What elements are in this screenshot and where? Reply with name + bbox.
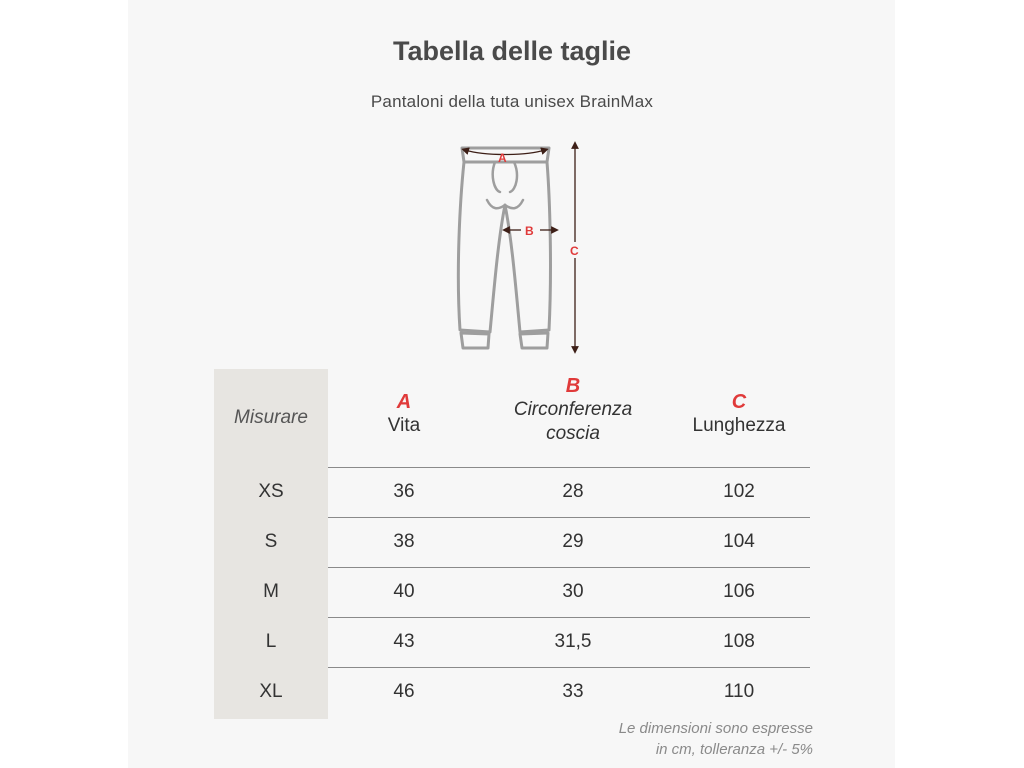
product-subtitle: Pantaloni della tuta unisex BrainMax <box>370 92 654 111</box>
size-cell: XS <box>258 481 284 502</box>
length-cell: 104 <box>723 531 755 552</box>
length-cell: 108 <box>723 631 755 652</box>
header-b-label-line1: Circonferenza <box>513 399 633 420</box>
label-b: B <box>525 224 534 238</box>
header-b-label-line2: coscia <box>546 423 600 444</box>
thigh-cell: 31,5 <box>554 631 592 652</box>
table-row <box>214 617 810 667</box>
header-measure: Misurare <box>234 407 308 428</box>
label-c: C <box>570 244 579 258</box>
header-length <box>674 369 804 467</box>
thigh-cell: 30 <box>562 581 584 602</box>
waist-cell: 43 <box>393 631 415 652</box>
length-cell: 102 <box>723 481 755 502</box>
waist-cell: 40 <box>393 581 415 602</box>
note-line-1: Le dimensioni sono espresse <box>618 720 813 737</box>
header-b-letter: B <box>565 375 581 397</box>
waist-cell: 46 <box>393 681 415 702</box>
table-row <box>214 567 810 617</box>
table-row <box>214 517 810 567</box>
waist-cell: 36 <box>393 481 415 502</box>
note-line-2: in cm, tolleranza +/- 5% <box>655 741 813 758</box>
header-a-letter: A <box>396 391 412 413</box>
page-title: Tabella delle taglie <box>392 36 632 66</box>
size-cell: L <box>265 631 277 652</box>
size-cell: XL <box>259 681 283 702</box>
length-measure-arrow <box>567 145 583 350</box>
table-row <box>214 467 810 517</box>
thigh-cell: 28 <box>562 481 584 502</box>
sweatpants-icon <box>458 148 550 348</box>
thigh-cell: 29 <box>562 531 584 552</box>
label-a: A <box>498 151 507 165</box>
table-row <box>214 667 810 717</box>
tolerance-note <box>619 718 813 760</box>
thigh-measure-arrow <box>506 224 555 238</box>
length-cell: 106 <box>723 581 755 602</box>
header-c-label: Lunghezza <box>692 415 786 436</box>
length-cell: 110 <box>723 681 755 702</box>
header-thigh <box>490 369 656 467</box>
size-cell: M <box>263 581 279 602</box>
thigh-cell: 33 <box>562 681 584 702</box>
size-cell: S <box>264 531 278 552</box>
header-waist <box>344 369 464 467</box>
header-a-label: Vita <box>387 415 421 436</box>
header-c-letter: C <box>731 391 747 413</box>
waist-cell: 38 <box>393 531 415 552</box>
